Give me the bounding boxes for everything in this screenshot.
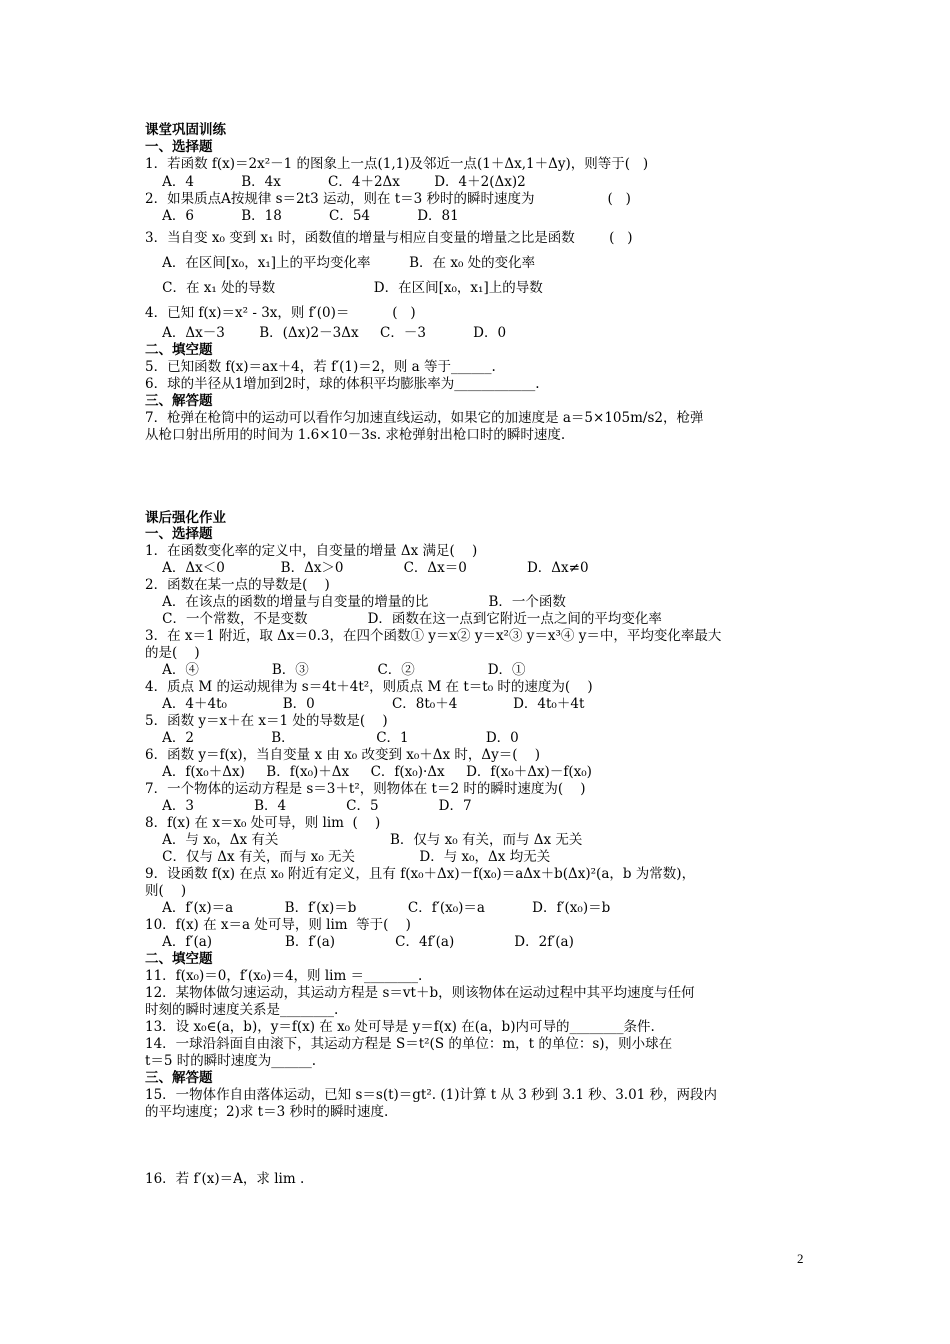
s1-line: 2．如果质点A按规律 s＝2t3 运动，则在 t＝3 秒时的瞬时速度为 ( ) <box>145 191 631 207</box>
s2-line: 的平均速度；2)求 t＝3 秒时的瞬时速度. <box>145 1104 389 1120</box>
s2-line: C．仅与 Δx 有关，而与 x₀ 无关 D．与 x₀，Δx 均无关 <box>145 849 551 865</box>
s2-line: A．4＋4t₀ B．0 C．8t₀＋4 D．4t₀＋4t <box>145 696 585 712</box>
page-number: 2 <box>797 1251 804 1266</box>
s2-line: C．一个常数，不是变数 D．函数在这一点到它附近一点之间的平均变化率 <box>145 611 662 627</box>
s2-line: 9．设函数 f(x) 在点 x₀ 附近有定义，且有 f(x₀＋Δx)－f(x₀)＝aΔx＋b(Δx)²(a，b 为常数)， <box>145 866 696 882</box>
section1-title: 课堂巩固训练 <box>145 122 226 138</box>
s1-line: A．6 B．18 C．54 D．81 <box>145 208 459 224</box>
s2-line: A．与 x₀，Δx 有关 B．仅与 x₀ 有关，而与 Δx 无关 <box>145 832 583 848</box>
s2-line: 二、填空题 <box>145 951 213 967</box>
s2-line: 14．一球沿斜面自由滚下，其运动方程是 S＝t²(S 的单位：m，t 的单位：s)，则小球在 <box>145 1036 673 1052</box>
s2-line: A．f′(a) B．f′(a) C．4f′(a) D．2f′(a) <box>145 934 574 950</box>
s1-line: 3．当自变 x₀ 变到 x₁ 时，函数值的增量与相应自变量的增量之比是函数 ( ) <box>145 230 633 246</box>
s1-line: A．4 B．4x C．4＋2Δx D．4＋2(Δx)2 <box>145 174 526 190</box>
s1-line: A．Δx－3 B．(Δx)2－3Δx C．－3 D．0 <box>145 325 507 341</box>
s1-line: C．在 x₁ 处的导数 D．在区间[x₀，x₁]上的导数 <box>145 280 543 296</box>
s2-line: 8．f(x) 在 x＝x₀ 处可导，则 lim ( ) <box>145 815 381 831</box>
question-16: 16．若 f′(x)＝A，求 lim . <box>145 1171 305 1187</box>
s2-line: A．2 B． C．1 D．0 <box>145 730 519 746</box>
s2-line: A．f(x₀＋Δx) B．f(x₀)＋Δx C．f(x₀)·Δx D．f(x₀＋Δx)－f(x₀) <box>145 764 592 780</box>
s2-line: 11．f(x₀)＝0，f′(x₀)＝4，则 lim ＝________. <box>145 968 423 984</box>
s2-line: 2．函数在某一点的导数是( ) <box>145 577 330 593</box>
s2-line: 的是( ) <box>145 645 200 661</box>
s2-line: A．f′(x)＝a B．f′(x)＝b C．f′(x₀)＝a D．f′(x₀)＝b <box>145 900 611 916</box>
s1-line: 一、选择题 <box>145 139 213 155</box>
s2-line: 12．某物体做匀速运动，其运动方程是 s＝vt＋b，则该物体在运动过程中其平均速度与任何 <box>145 985 695 1001</box>
s1-line: 从枪口射出所用的时间为 1.6×10－3s. 求枪弹射出枪口时的瞬时速度. <box>145 427 566 443</box>
s1-line: 7．枪弹在枪筒中的运动可以看作匀加速直线运动，如果它的加速度是 a＝5×105m/s2，枪弹 <box>145 410 704 426</box>
s2-line: A．Δx＜0 B．Δx＞0 C．Δx＝0 D．Δx≠0 <box>145 560 589 576</box>
s2-line: 10．f(x) 在 x＝a 处可导，则 lim 等于( ) <box>145 917 411 933</box>
s2-line: 4．质点 M 的运动规律为 s＝4t＋4t²，则质点 M 在 t＝t₀ 时的速度为( ) <box>145 679 593 695</box>
s2-line: 7．一个物体的运动方程是 s＝3＋t²，则物体在 t＝2 时的瞬时速度为( ) <box>145 781 586 797</box>
s1-line: 三、解答题 <box>145 393 213 409</box>
s1-line: 5．已知函数 f(x)＝ax＋4，若 f′(1)＝2，则 a 等于______. <box>145 359 496 375</box>
s1-line: 6．球的半径从1增加到2时，球的体积平均膨胀率为____________. <box>145 376 540 392</box>
s2-line: t＝5 时的瞬时速度为______. <box>145 1053 317 1069</box>
s2-line: 1．在函数变化率的定义中，自变量的增量 Δx 满足( ) <box>145 543 478 559</box>
s2-line: 5．函数 y＝x＋在 x＝1 处的导数是( ) <box>145 713 388 729</box>
s1-line: 1．若函数 f(x)＝2x²－1 的图象上一点(1,1)及邻近一点(1＋Δx,1＋Δy)，则等于( ) <box>145 156 649 172</box>
s1-line: 4．已知 f(x)＝x² - 3x，则 f′(0)＝ ( ) <box>145 305 416 321</box>
s2-line: 则( ) <box>145 883 187 899</box>
s2-line: A．在该点的函数的增量与自变量的增量的比 B．一个函数 <box>145 594 566 610</box>
s2-line: 一、选择题 <box>145 526 213 542</box>
s2-line: A．3 B．4 C．5 D．7 <box>145 798 472 814</box>
section2-title: 课后强化作业 <box>145 510 226 526</box>
s2-line: 15．一物体作自由落体运动，已知 s＝s(t)＝gt². (1)计算 t 从 3 秒到 3.1 秒、3.01 秒，两段内 <box>145 1087 718 1103</box>
s2-line: 三、解答题 <box>145 1070 213 1086</box>
s2-line: 6．函数 y＝f(x)，当自变量 x 由 x₀ 改变到 x₀＋Δx 时，Δy＝( ) <box>145 747 540 763</box>
s2-line: 3．在 x＝1 附近，取 Δx＝0.3，在四个函数① y＝x② y＝x²③ y＝x³④ y＝中，平均变化率最大 <box>145 628 722 644</box>
s2-line: 13．设 x₀∈(a，b)，y＝f(x) 在 x₀ 处可导是 y＝f(x) 在(a，b)内可导的________条件. <box>145 1019 655 1035</box>
s2-line: A．④ B．③ C．② D．① <box>145 662 526 678</box>
s1-line: 二、填空题 <box>145 342 213 358</box>
s1-line: A．在区间[x₀，x₁]上的平均变化率 B．在 x₀ 处的变化率 <box>145 255 536 271</box>
s2-line: 时刻的瞬时速度关系是________. <box>145 1002 339 1018</box>
